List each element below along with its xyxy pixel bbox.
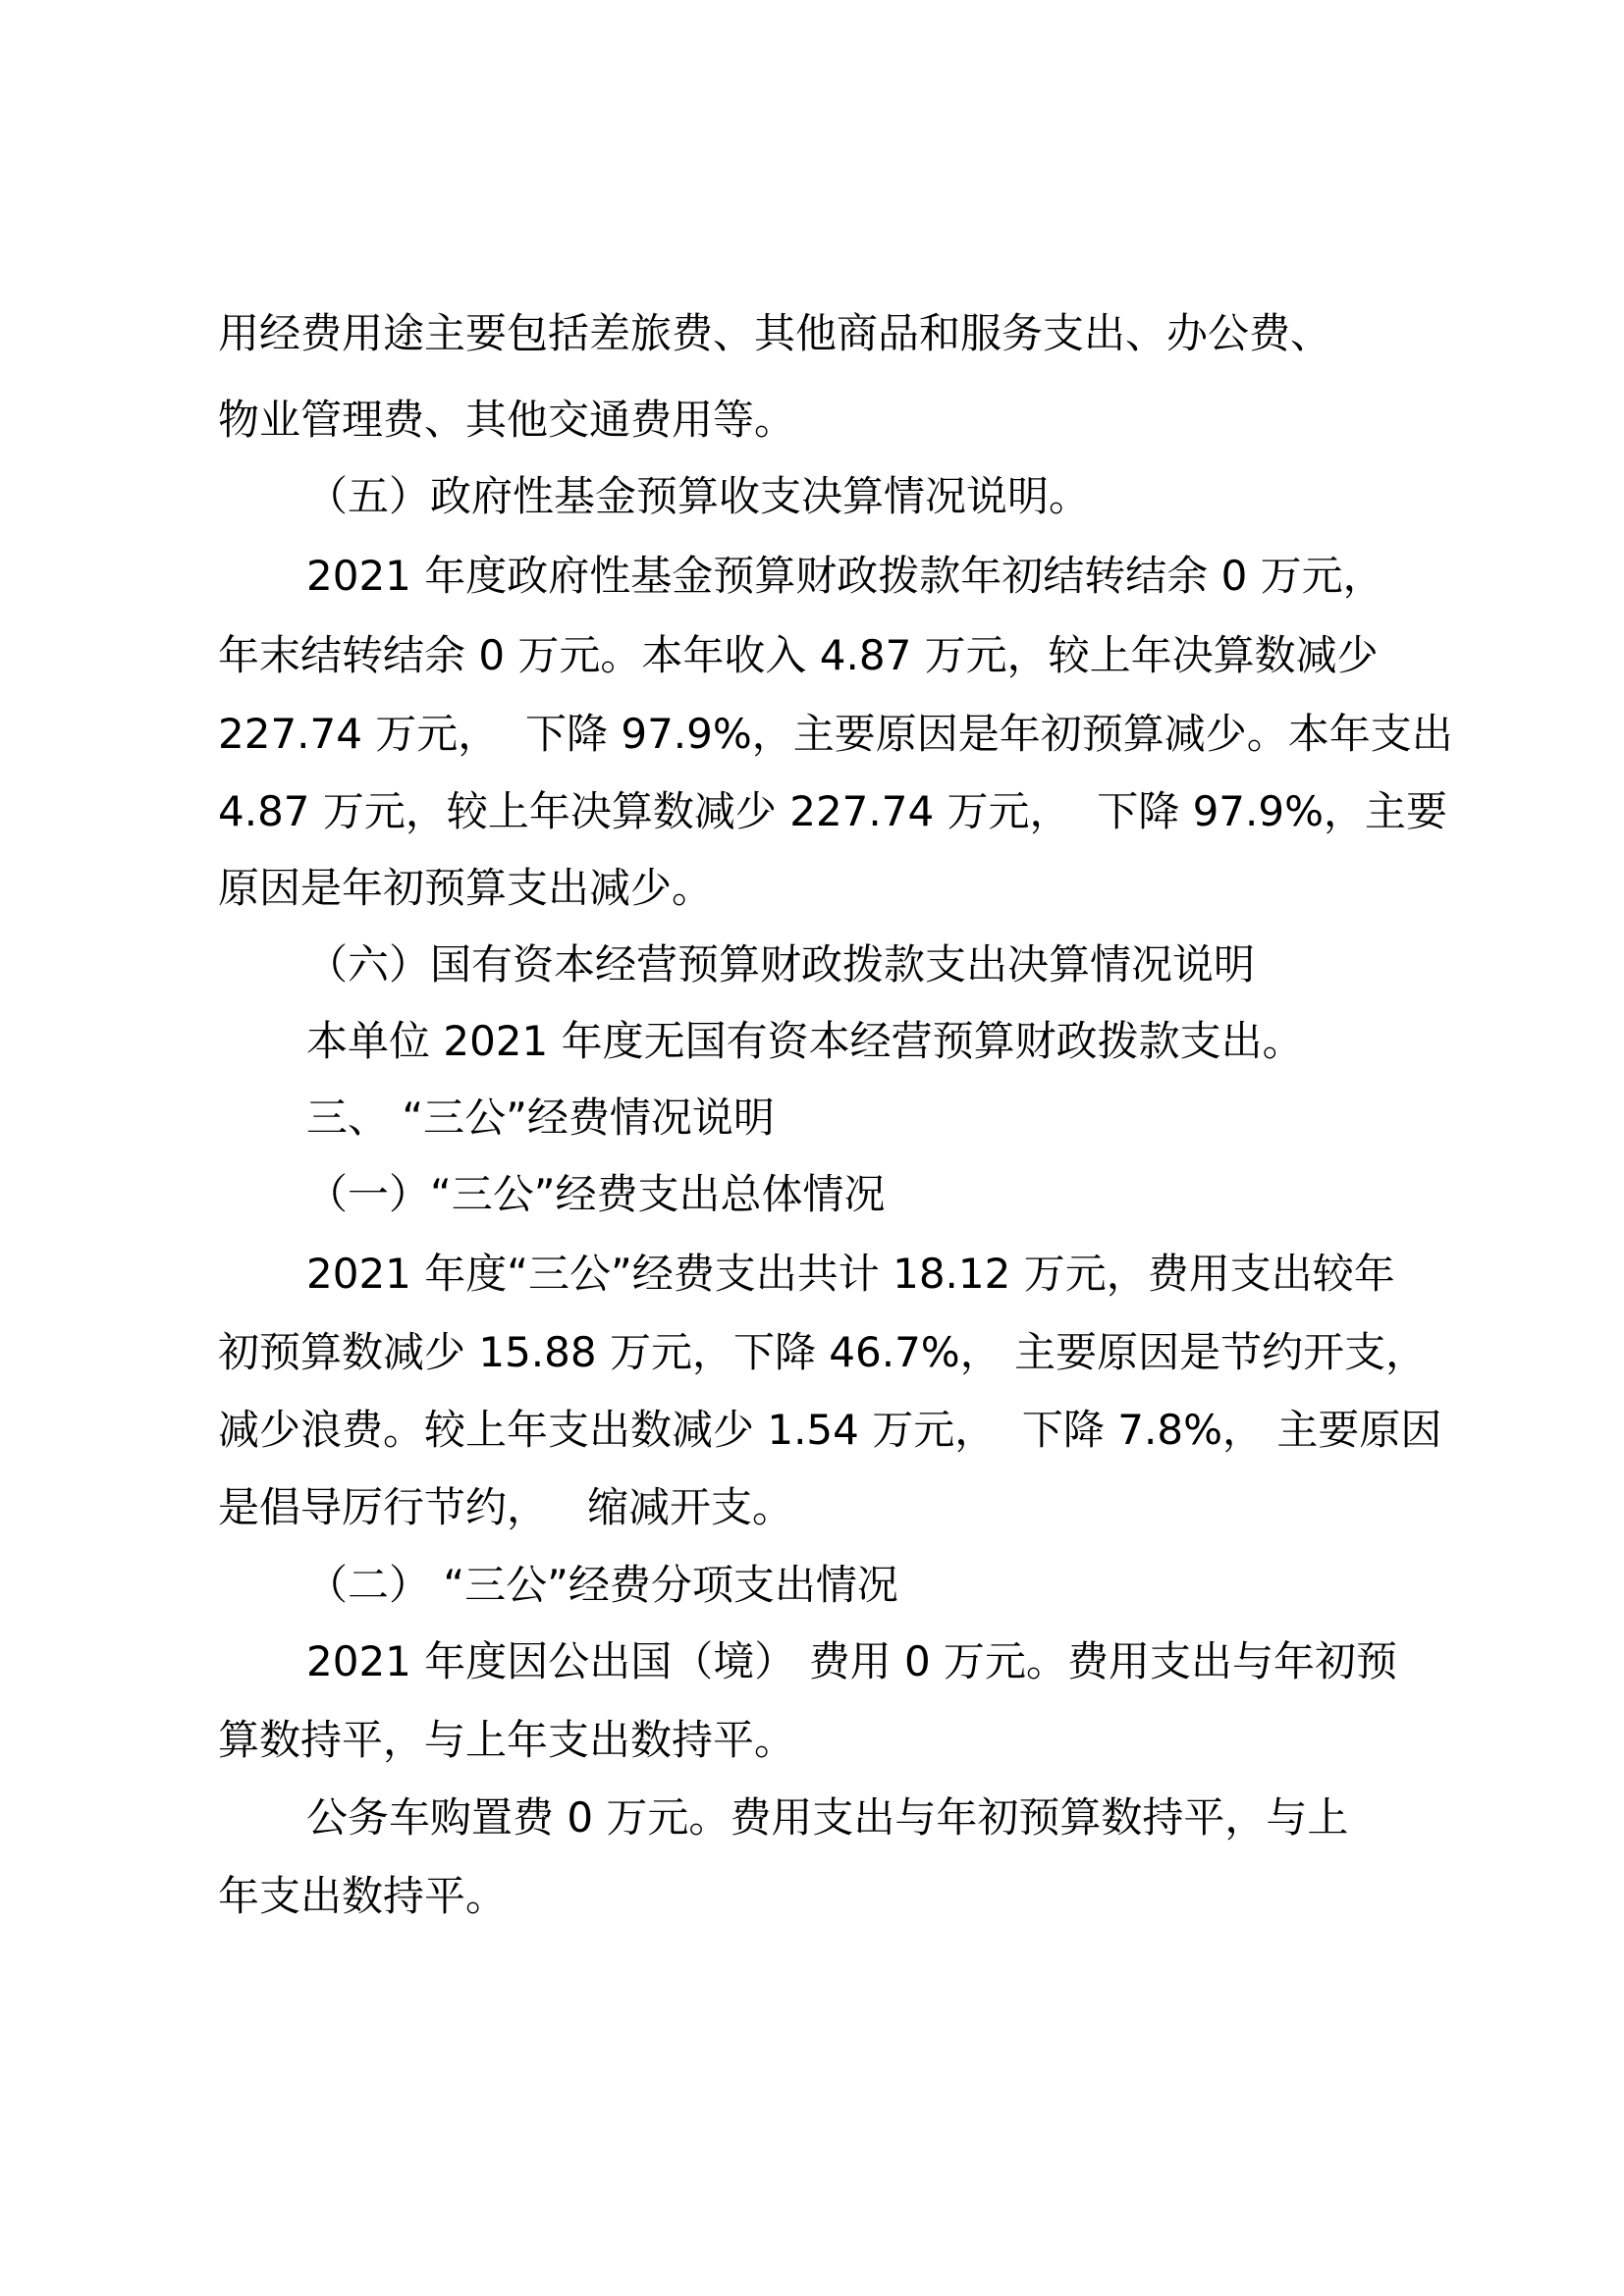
body-text-line: 算数持平，与上年支出数持平。 [218, 1716, 796, 1764]
body-text-line: 用经费用途主要包括差旅费、其他商品和服务支出、办公费、 [218, 309, 1332, 357]
body-text-line: 原因是年初预算支出减少。 [218, 864, 714, 912]
body-text-line: 年支出数持平。 [218, 1872, 508, 1920]
section-heading: 三、 “三公”经费情况说明 [306, 1094, 775, 1142]
body-text-line: 2021 年度政府性基金预算财政拨款年初结转结余 0 万元， [306, 552, 1384, 600]
section-heading: （六）国有资本经营预算财政拨款支出决算情况说明 [306, 940, 1256, 988]
body-text-line: 减少浪费。较上年支出数减少 1.54 万元， 下降 7.8%， 主要原因 [218, 1406, 1442, 1454]
body-text-line: 227.74 万元， 下降 97.9%，主要原因是年初预算减少。本年支出 [218, 710, 1453, 758]
body-text-line: 2021 年度“三公”经费支出共计 18.12 万元，费用支出较年 [306, 1250, 1395, 1298]
body-text-line: 本单位 2021 年度无国有资本经营预算财政拨款支出。 [306, 1017, 1304, 1065]
body-text-line: 物业管理费、其他交通费用等。 [218, 396, 796, 444]
body-text-line: 年末结转结余 0 万元。本年收入 4.87 万元，较上年决算数减少 [218, 631, 1379, 679]
section-heading: （二） “三公”经费分项支出情况 [306, 1561, 898, 1609]
body-text-line: 初预算数减少 15.88 万元，下降 46.7%， 主要原因是节约开支， [218, 1328, 1428, 1376]
section-heading: （五）政府性基金预算收支决算情况说明。 [306, 472, 1091, 520]
body-text-line: 是倡导厉行节约， 缩减开支。 [218, 1483, 794, 1531]
section-heading: （一）“三公”经费支出总体情况 [306, 1170, 886, 1218]
body-text-line: 公务车购置费 0 万元。费用支出与年初预算数持平，与上 [306, 1793, 1349, 1842]
body-text-line: 2021 年度因公出国（境） 费用 0 万元。费用支出与年初预 [306, 1637, 1398, 1685]
body-text-line: 4.87 万元，较上年决算数减少 227.74 万元， 下降 97.9%，主要 [218, 787, 1448, 835]
